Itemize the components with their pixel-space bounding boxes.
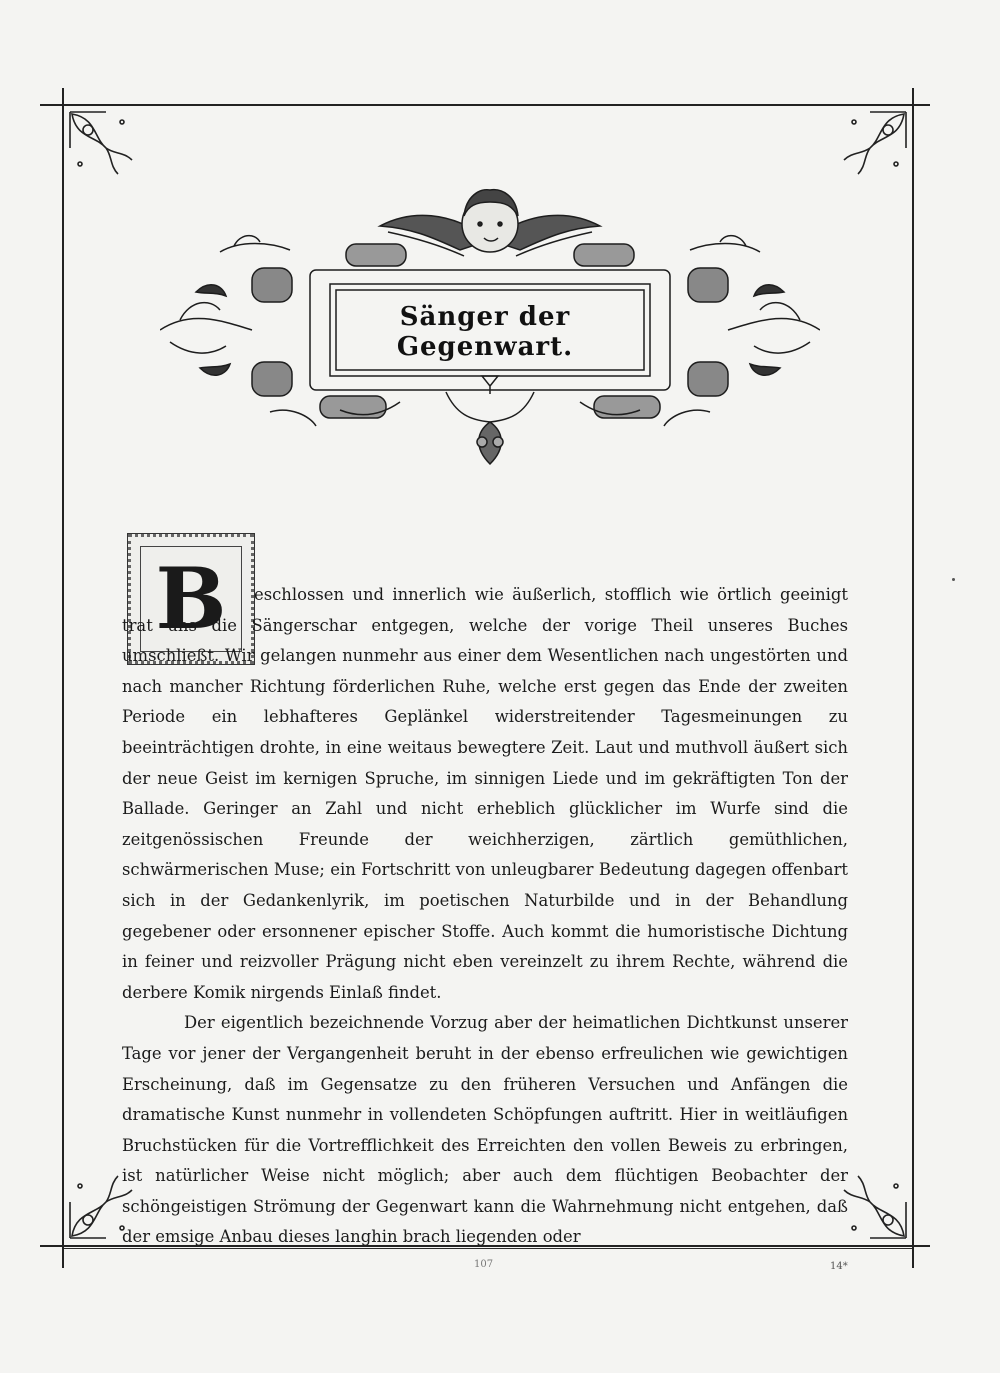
body-text	[122, 580, 848, 1253]
page-title: Sänger der Gegenwart.	[396, 302, 574, 362]
top-rule	[40, 104, 930, 106]
decorative-initial-letter: B	[155, 549, 227, 648]
paragraph-2: Der eigentlich bezeichnende Vorzug aber der heimatlichen Dichtkunst unserer Tage vor jener der Vergangenheit beruht in der ebenso erfreulichen wie gewichtigen Erscheinung, daß im Gegensatze zu den früheren Versuchen und Anfängen die dramatische Kunst nunmehr in vollendeten Schöpfungen auftritt. Hier in weitläufigen Bruchstücken für die Vortrefflichkeit des Erreichten den vollen Beweis zu erbringen, ist natürlicher Weise nicht möglich; aber auch dem flüchtigen Beobachter der schöngeistigen Strömung der Gegenwart kann die Wahrnehmung nicht entgehen, daß der emsige Anbau dieses langhin brach liegenden oder	[122, 1013, 848, 1247]
page-number: 107	[474, 1259, 494, 1270]
corner-ornament-top-right	[830, 108, 910, 188]
signature-mark: 14*	[830, 1261, 848, 1272]
left-rule	[62, 88, 64, 1268]
ink-speck	[952, 578, 955, 581]
right-rule	[912, 88, 914, 1268]
corner-ornament-top-left	[66, 108, 146, 188]
paragraph-1: eschlossen und innerlich wie äußerlich, stofflich wie örtlich geeinigt trat uns die Sängerschar entgegen, welche der vorige Theil unseres Buches umschließt. Wir gelangen nunmehr aus einer dem Wesentlichen nach ungestörten und nach mancher Richtung förderlichen Ruhe, welche erst gegen das Ende der zweiten Periode ein lebhafteres Geplänkel widerstreitender Tagesmeinungen zu beeinträchtigen drohte, in eine weitaus bewegtere Zeit. Laut und muthvoll äußert sich der neue Geist im kernigen Spruche, im sinnigen Liede und im gekräftigten Ton der Ballade. Geringer an Zahl und nicht erheblich glücklicher im Wurfe sind die zeitgenössischen Freunde der weichherzigen, zärtlich gemüthlichen, schwärmerischen Muse; ein Fortschritt von unleugbarer Bedeutung dagegen offenbart sich in der Gedankenlyrik, im poetischen Naturbilde und in der Behandlung gegebener oder ersonnener epischer Stoffe. Auch kommt die humoristische Dichtung in feiner und reizvoller Prägung nicht eben vereinzelt zu ihrem Rechte, während die derbere Komik nirgends Einlaß findet.	[122, 585, 848, 1002]
